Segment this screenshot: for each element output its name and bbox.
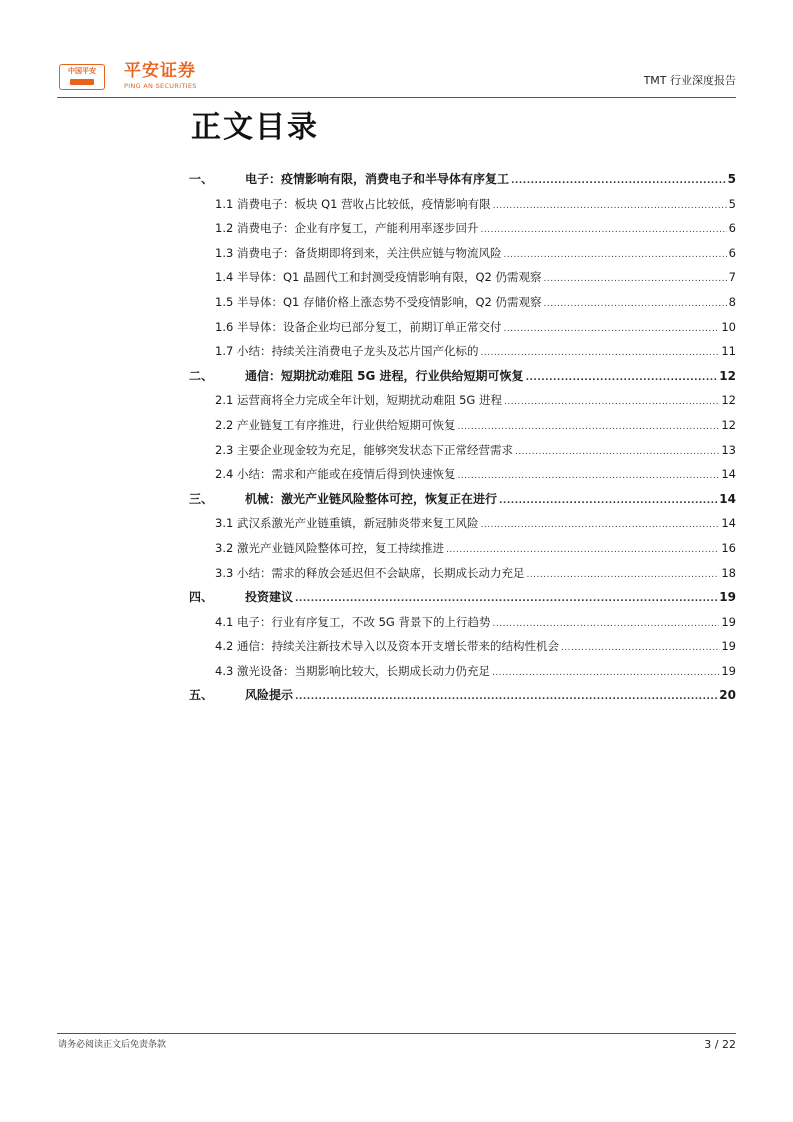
toc-section-entry[interactable] — [189, 586, 736, 611]
toc-dot-leader — [480, 219, 726, 241]
toc-section-entry[interactable] — [189, 365, 736, 390]
table-of-contents — [189, 168, 736, 709]
toc-subsection-entry[interactable] — [189, 389, 736, 414]
page-title: 正文目录 — [191, 110, 319, 145]
toc-page-number: 6 — [728, 245, 736, 260]
toc-page-number: 13 — [721, 442, 736, 457]
header-divider — [57, 97, 736, 98]
toc-dot-leader — [492, 613, 719, 635]
toc-entry-text: 机械：激光产业链风险整体可控，恢复正在进行 — [245, 491, 498, 506]
toc-entry-text: 通信：短期扰动难阻 5G 进程，行业供给短期可恢复 — [245, 368, 524, 383]
toc-page-number: 19 — [721, 639, 736, 654]
report-type: TMT 行业深度报告 — [643, 74, 736, 87]
toc-section-entry[interactable] — [189, 488, 736, 513]
pingan-logo — [59, 64, 105, 90]
toc-entry-text: 1.5 半导体：Q1 存储价格上涨态势不受疫情影响，Q2 仍需观察 — [215, 294, 542, 309]
toc-dot-leader — [457, 465, 719, 487]
toc-dot-leader — [499, 490, 717, 512]
toc-subsection-entry[interactable] — [189, 463, 736, 488]
brand-name-cn: 平安证券 — [124, 61, 196, 81]
toc-page-number: 19 — [721, 663, 736, 678]
toc-page-number: 14 — [719, 491, 736, 506]
toc-entry-text: 3.2 激光产业链风险整体可控，复工持续推进 — [215, 540, 444, 555]
footer-disclaimer: 请务必阅读正文后免责条款 — [58, 1040, 167, 1050]
toc-page-number: 6 — [728, 221, 736, 236]
toc-subsection-entry[interactable] — [189, 266, 736, 291]
toc-subsection-entry[interactable] — [189, 660, 736, 685]
toc-page-number: 14 — [721, 467, 736, 482]
toc-page-number: 12 — [721, 393, 736, 408]
toc-dot-leader — [526, 564, 719, 586]
toc-subsection-entry[interactable] — [189, 537, 736, 562]
toc-entry-text: 1.4 半导体：Q1 晶圆代工和封测受疫情影响有限，Q2 仍需观察 — [215, 270, 542, 285]
toc-page-number: 5 — [728, 196, 736, 211]
toc-section-entry[interactable] — [189, 168, 736, 193]
toc-dot-leader — [295, 686, 717, 708]
toc-page-number: 10 — [721, 319, 736, 334]
toc-dot-leader — [446, 539, 719, 561]
footer-divider — [57, 1033, 736, 1034]
toc-subsection-entry[interactable] — [189, 562, 736, 587]
toc-entry-text: 1.6 半导体：设备企业均已部分复工，前期订单正常交付 — [215, 319, 502, 334]
toc-section-number: 五、 — [189, 688, 214, 703]
toc-dot-leader — [295, 588, 717, 610]
toc-section-number: 一、 — [189, 172, 214, 186]
logo-bar — [70, 79, 94, 85]
toc-page-number: 14 — [721, 516, 736, 531]
toc-entry-text: 1.2 消费电子：企业有序复工，产能利用率逐步回升 — [215, 221, 479, 236]
brand-name-en: PING AN SECURITIES — [124, 82, 197, 90]
toc-page-number: 18 — [721, 565, 736, 580]
toc-dot-leader — [526, 367, 718, 389]
toc-dot-leader — [503, 244, 726, 266]
toc-subsection-entry[interactable] — [189, 316, 736, 341]
toc-section-number: 四、 — [189, 590, 214, 605]
toc-page-number: 12 — [719, 368, 736, 383]
toc-subsection-entry[interactable] — [189, 439, 736, 464]
toc-entry-text: 4.3 激光设备：当期影响比较大，长期成长动力仍充足 — [215, 663, 490, 678]
toc-dot-leader — [480, 514, 719, 536]
toc-subsection-entry[interactable] — [189, 217, 736, 242]
page-number: 3 / 22 — [704, 1038, 736, 1051]
toc-page-number: 5 — [727, 172, 736, 186]
toc-subsection-entry[interactable] — [189, 291, 736, 316]
toc-subsection-entry[interactable] — [189, 635, 736, 660]
toc-section-number: 二、 — [189, 368, 214, 383]
toc-page-number: 20 — [719, 688, 736, 703]
toc-page-number: 8 — [728, 294, 736, 309]
toc-page-number: 19 — [719, 590, 736, 605]
toc-section-entry[interactable] — [189, 684, 736, 709]
toc-dot-leader — [493, 195, 727, 217]
toc-entry-text: 1.1 消费电子：板块 Q1 营收占比较低，疫情影响有限 — [215, 196, 491, 211]
toc-entry-text: 2.1 运营商将全力完成全年计划，短期扰动难阻 5G 进程 — [215, 393, 502, 408]
toc-dot-leader — [504, 391, 719, 413]
toc-dot-leader — [480, 342, 719, 364]
toc-subsection-entry[interactable] — [189, 193, 736, 218]
toc-subsection-entry[interactable] — [189, 414, 736, 439]
toc-subsection-entry[interactable] — [189, 340, 736, 365]
toc-entry-text: 电子：疫情影响有限，消费电子和半导体有序复工 — [245, 172, 510, 186]
toc-dot-leader — [503, 318, 719, 340]
toc-entry-text: 2.4 小结：需求和产能或在疫情后得到快速恢复 — [215, 467, 456, 482]
toc-entry-text: 2.3 主要企业现金较为充足，能够突发状态下正常经营需求 — [215, 442, 513, 457]
toc-entry-text: 1.3 消费电子：备货期即将到来，关注供应链与物流风险 — [215, 245, 502, 260]
toc-dot-leader — [492, 662, 719, 684]
toc-dot-leader — [511, 170, 726, 192]
toc-dot-leader — [544, 268, 727, 290]
toc-entry-text: 1.7 小结：持续关注消费电子龙头及芯片国产化标的 — [215, 344, 479, 359]
toc-entry-text: 投资建议 — [245, 590, 294, 605]
toc-page-number: 19 — [721, 614, 736, 629]
toc-subsection-entry[interactable] — [189, 512, 736, 537]
toc-dot-leader — [561, 637, 719, 659]
toc-page-number: 16 — [721, 540, 736, 555]
toc-subsection-entry[interactable] — [189, 242, 736, 267]
toc-entry-text: 4.2 通信：持续关注新技术导入以及资本开支增长带来的结构性机会 — [215, 639, 559, 654]
toc-section-number: 三、 — [189, 491, 214, 506]
toc-dot-leader — [544, 293, 727, 315]
toc-dot-leader — [515, 441, 719, 463]
logo-text: 中国平安 — [68, 67, 96, 75]
toc-page-number: 11 — [721, 344, 736, 359]
toc-subsection-entry[interactable] — [189, 611, 736, 636]
toc-entry-text: 3.3 小结：需求的释放会延迟但不会缺席，长期成长动力充足 — [215, 565, 525, 580]
toc-entry-text: 4.1 电子：行业有序复工，不改 5G 背景下的上行趋势 — [215, 614, 491, 629]
toc-page-number: 12 — [721, 417, 736, 432]
toc-entry-text: 风险提示 — [245, 688, 294, 703]
toc-entry-text: 2.2 产业链复工有序推进，行业供给短期可恢复 — [215, 417, 456, 432]
toc-page-number: 7 — [728, 270, 736, 285]
page-header — [57, 58, 736, 98]
toc-entry-text: 3.1 武汉系激光产业链重镇，新冠肺炎带来复工风险 — [215, 516, 479, 531]
toc-dot-leader — [457, 416, 719, 438]
